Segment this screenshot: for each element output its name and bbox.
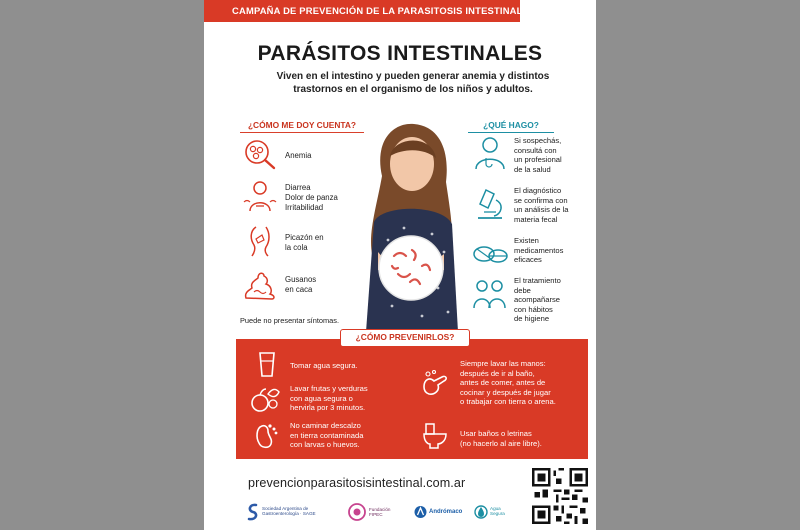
no-symptoms-note: Puede no presentar síntomas.: [240, 316, 340, 325]
action-label: Existen medicamentos eficaces: [514, 236, 564, 265]
andromaco-logo-icon: [414, 502, 427, 522]
foot-icon: [250, 422, 280, 450]
symptom-label: Diarrea Dolor de panza Irritabilidad: [285, 183, 338, 212]
toilet-icon: [420, 422, 450, 450]
pills-icon: [472, 236, 508, 270]
itch-icon: [242, 225, 278, 257]
action-label: El diagnóstico se confirma con un análisis de la materia fecal: [514, 186, 569, 224]
logo-andromaco: Andrómaco: [429, 509, 463, 515]
poster: [204, 0, 596, 530]
fipec-logo-icon: [348, 502, 366, 522]
prevention-label: Siempre lavar las manos: después de ir al baño, antes de comer, antes de cocinar y después de jugar o trabajar con tierra o arena.: [460, 359, 556, 407]
glass-icon: [252, 350, 282, 378]
qr-code[interactable]: [532, 468, 588, 524]
magnifier-cells-icon: [242, 138, 278, 170]
symptom-label: Picazón en la cola: [285, 233, 324, 252]
sick-child-icon: [242, 180, 278, 212]
action-label: Si sospechás, consultá con un profesional de la salud: [514, 136, 562, 174]
family-icon: [472, 276, 508, 310]
actions-heading: ¿QUÉ HAGO?: [468, 120, 554, 133]
website-link[interactable]: prevencionparasitosisintestinal.com.ar: [248, 476, 466, 490]
action-label: El tratamiento debe acompañarse con hábitos de higiene: [514, 276, 561, 324]
handwash-icon: [420, 369, 450, 397]
fruits-icon: [250, 384, 280, 412]
prevention-label: No caminar descalzo en tierra contaminada con larvas o huevos.: [290, 421, 364, 450]
girl-illustration: [352, 120, 468, 332]
prevention-heading: ¿CÓMO PREVENIRLOS?: [340, 329, 470, 347]
doctor-icon: [472, 136, 508, 170]
symptoms-heading: ¿CÓMO ME DOY CUENTA?: [240, 120, 364, 133]
logo-agua-segura: Agua Segura: [490, 506, 505, 517]
symptom-label: Anemia: [285, 151, 312, 160]
page-title: PARÁSITOS INTESTINALES: [257, 42, 543, 65]
prevention-label: Tomar agua segura.: [290, 361, 358, 370]
stool-worms-icon: [242, 268, 278, 300]
campaign-banner: CAMPAÑA DE PREVENCIÓN DE LA PARASITOSIS INTESTINAL: [204, 0, 520, 22]
prevention-label: Usar baños o letrinas (no hacerlo al aire libre).: [460, 429, 542, 448]
prevention-label: Lavar frutas y verduras con agua segura o hervirla por 3 minutos.: [290, 384, 368, 413]
logo-fipec: Fundación FIPEC: [369, 507, 391, 518]
sage-logo-icon: [246, 502, 260, 522]
logo-sage: Sociedad Argentina de Gastroenterología · SAGE: [262, 506, 316, 517]
symptom-label: Gusanos en caca: [285, 275, 317, 294]
microscope-icon: [472, 186, 508, 220]
agua-segura-logo-icon: [474, 502, 488, 522]
subtitle: Viven en el intestino y pueden generar anemia y distintos trastornos en el organismo de los niños y adultos.: [276, 71, 550, 95]
